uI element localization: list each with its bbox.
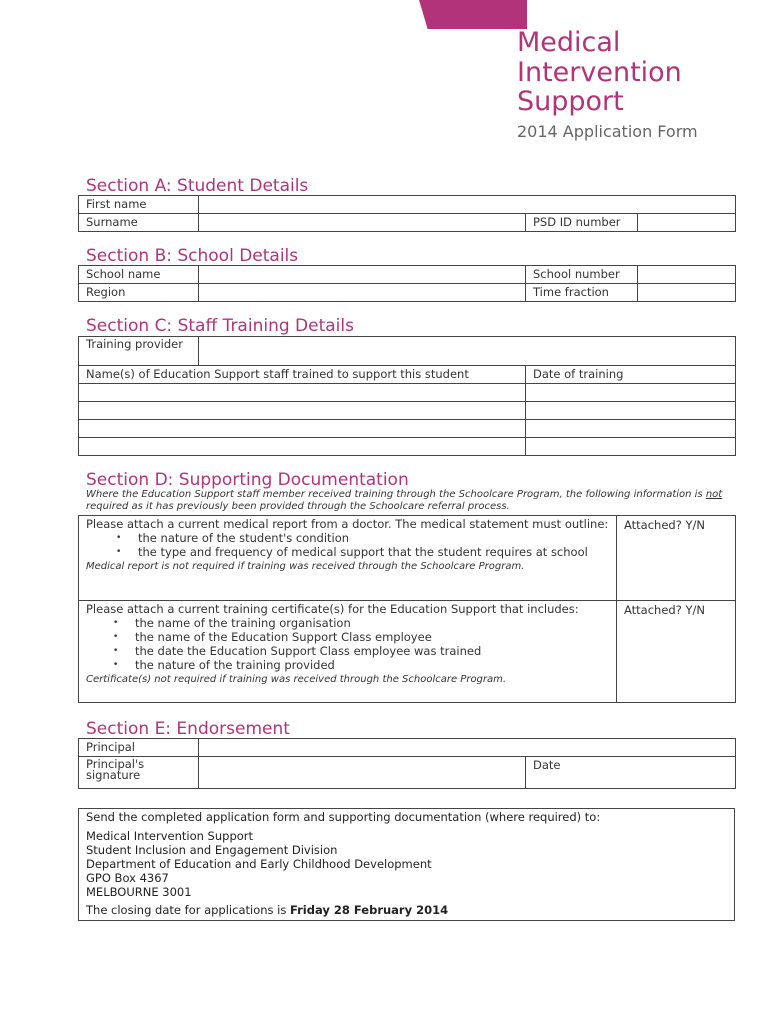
list-item: • the name of the Education Support Class employee <box>135 630 609 644</box>
address-line-1: Medical Intervention Support <box>86 829 254 843</box>
medical-report-intro: Please attach a current medical report from a doctor. The medical statement must outline: <box>86 517 609 531</box>
closing-date-prefix: The closing date for applications is <box>86 903 291 917</box>
section-b-title: Section B: School Details <box>86 246 299 266</box>
list-item: • the date the Education Support Class employee was trained <box>135 644 609 658</box>
staff-name-field-1[interactable] <box>79 384 526 402</box>
certificate-attached-field[interactable]: Attached? Y/N <box>617 601 736 703</box>
school-details-table <box>78 265 736 302</box>
training-provider-field[interactable] <box>199 337 736 366</box>
time-fraction-field[interactable] <box>638 284 736 302</box>
training-certificate-cell <box>79 601 617 703</box>
psd-id-label: PSD ID number <box>526 214 638 232</box>
endorsement-table <box>78 738 736 789</box>
note-text-before: Where the Education Support staff member received training through the Schoolcare Program, the following information is <box>86 489 706 500</box>
region-label: Region <box>79 284 199 302</box>
medical-attached-field[interactable]: Attached? Y/N <box>617 516 736 601</box>
supporting-documentation-table <box>78 515 736 703</box>
training-date-field-3[interactable] <box>526 420 736 438</box>
list-item: • the name of the training organisation <box>135 616 609 630</box>
training-certificate-list <box>86 616 609 672</box>
submission-instructions-box <box>78 808 735 921</box>
surname-label: Surname <box>79 214 199 232</box>
training-date-field-4[interactable] <box>526 438 736 456</box>
school-number-field[interactable] <box>638 266 736 284</box>
list-item: • the nature of the training provided <box>135 658 609 672</box>
student-details-table <box>78 195 736 232</box>
staff-names-header: Name(s) of Education Support staff trained to support this student <box>79 366 526 384</box>
training-provider-label: Training provider <box>79 337 199 366</box>
closing-date-value: Friday 28 February 2014 <box>290 903 449 917</box>
staff-training-table <box>78 336 736 456</box>
header-banner-shape <box>419 0 527 29</box>
send-intro: Send the completed application form and supporting documentation (where required) to: <box>86 810 601 824</box>
list-item: • the nature of the student's condition <box>138 531 609 545</box>
medical-report-cell <box>79 516 617 601</box>
endorsement-date-field[interactable]: Date <box>526 757 736 789</box>
address-line-5: MELBOURNE 3001 <box>86 885 192 899</box>
principal-label: Principal <box>79 739 199 757</box>
title-line-2: Intervention <box>517 56 682 88</box>
training-certificate-intro: Please attach a current training certificate(s) for the Education Support that includes: <box>86 602 579 616</box>
school-name-field[interactable] <box>199 266 526 284</box>
address-line-3: Department of Education and Early Childhood Development <box>86 857 432 871</box>
medical-report-list <box>86 531 609 559</box>
list-item: • the type and frequency of medical support that the student requires at school <box>138 545 609 559</box>
training-certificate-note: Certificate(s) not required if training was received through the Schoolcare Program. <box>86 674 507 685</box>
first-name-field[interactable] <box>199 196 736 214</box>
staff-name-field-2[interactable] <box>79 402 526 420</box>
staff-name-field-3[interactable] <box>79 420 526 438</box>
principal-field[interactable] <box>199 739 736 757</box>
title-line-3: Support <box>517 86 624 117</box>
closing-date-text <box>86 903 727 917</box>
school-name-label: School name <box>79 266 199 284</box>
date-of-training-header: Date of training <box>526 366 736 384</box>
section-c-title: Section C: Staff Training Details <box>86 316 354 336</box>
medical-report-note: Medical report is not required if training was received through the Schoolcare Program. <box>86 561 525 572</box>
principal-signature-field[interactable] <box>199 757 526 789</box>
psd-id-field[interactable] <box>638 214 736 232</box>
school-number-label: School number <box>526 266 638 284</box>
title-line-1: Medical <box>517 27 621 58</box>
region-field[interactable] <box>199 284 526 302</box>
form-subtitle: 2014 Application Form <box>517 121 698 141</box>
training-date-field-1[interactable] <box>526 384 736 402</box>
section-a-title: Section A: Student Details <box>86 176 309 196</box>
first-name-label: First name <box>79 196 199 214</box>
schoolcare-note <box>86 489 736 513</box>
address-line-4: GPO Box 4367 <box>86 871 169 885</box>
section-d-title: Section D: Supporting Documentation <box>86 470 409 490</box>
section-e-title: Section E: Endorsement <box>86 719 290 739</box>
note-not-emphasis: not <box>705 489 723 500</box>
surname-field[interactable] <box>199 214 526 232</box>
principal-signature-label: Principal's signature <box>79 757 199 789</box>
address-line-2: Student Inclusion and Engagement Division <box>86 843 338 857</box>
title-block <box>517 28 698 141</box>
note-text-after: required as it has previously been provided through the Schoolcare referral process. <box>86 501 510 512</box>
staff-name-field-4[interactable] <box>79 438 526 456</box>
training-date-field-2[interactable] <box>526 402 736 420</box>
time-fraction-label: Time fraction <box>526 284 638 302</box>
